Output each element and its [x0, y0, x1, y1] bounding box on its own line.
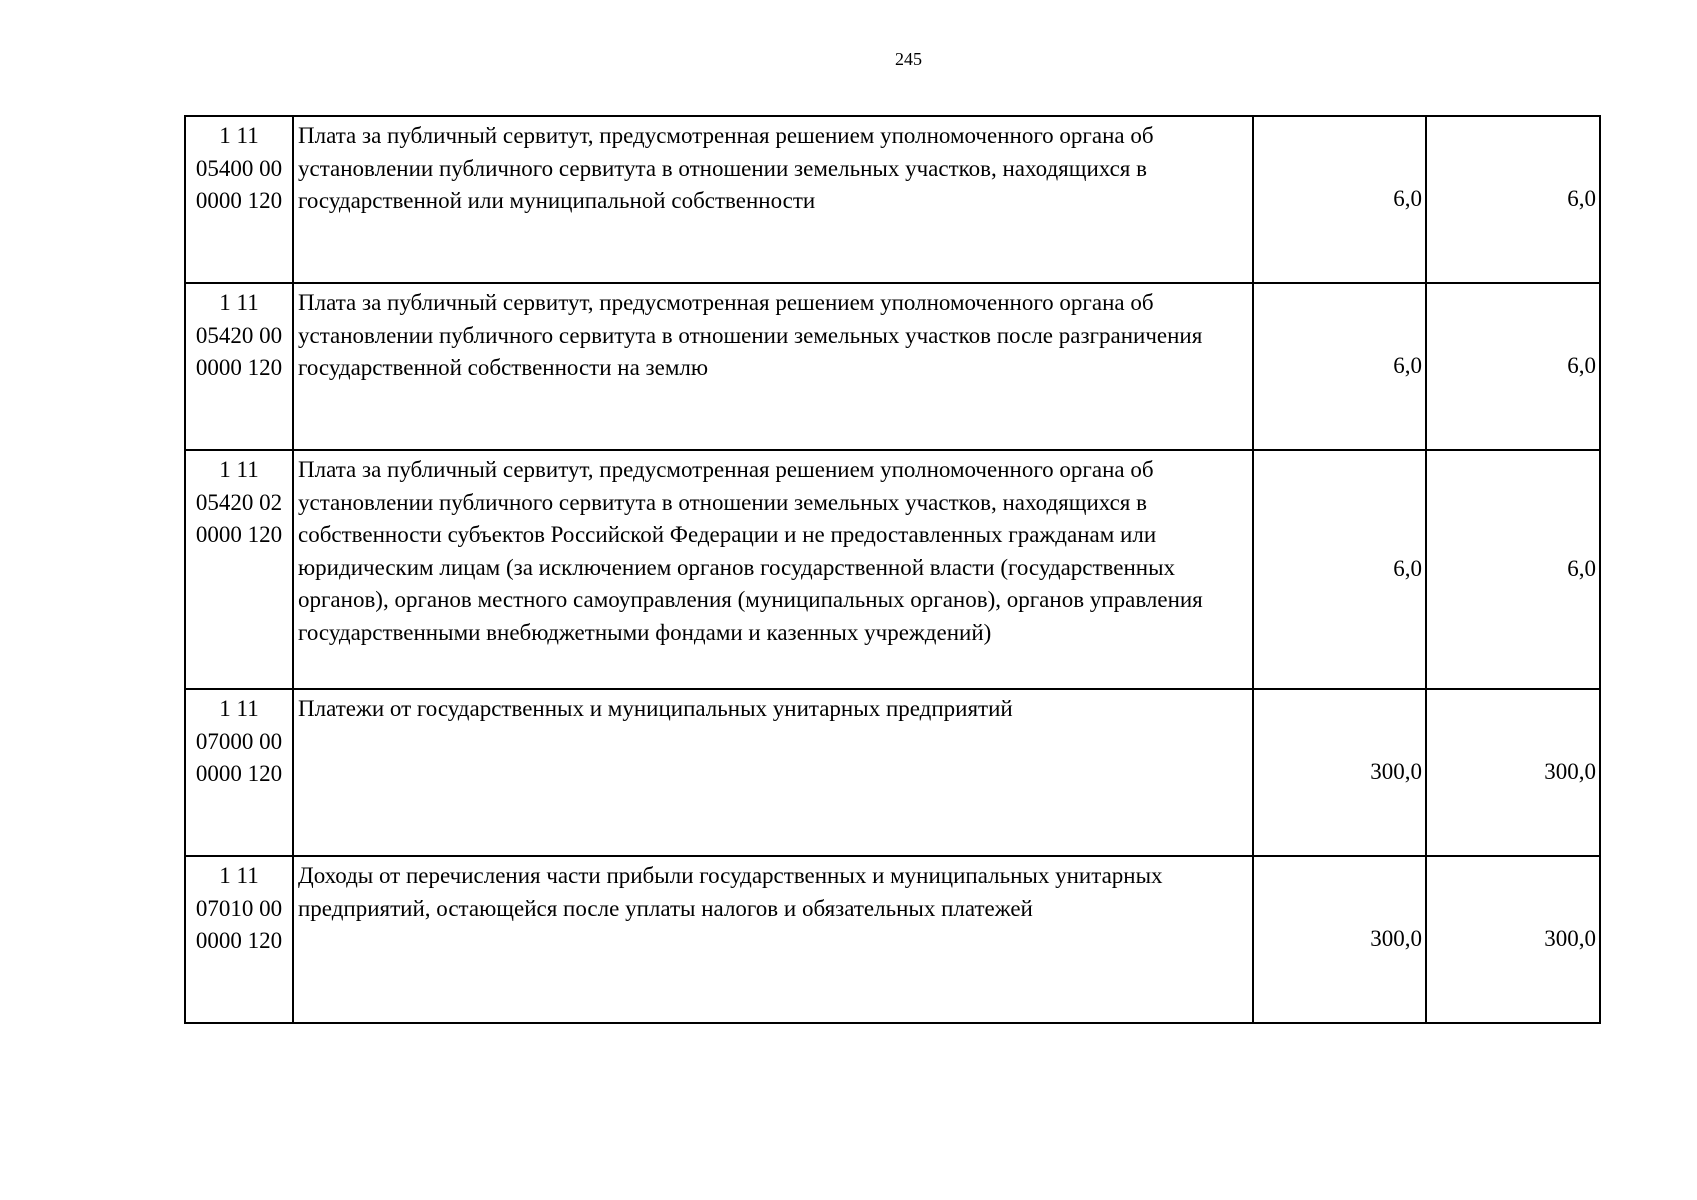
budget-code-line: 0000 120	[195, 522, 283, 547]
amount-cell-2: 300,0	[1426, 689, 1600, 856]
revenue-name-cell: Платежи от государственных и муниципальных унитарных предприятий	[293, 689, 1253, 856]
table-row	[185, 283, 1600, 450]
budget-code-cell	[185, 856, 293, 1023]
budget-code-cell	[185, 450, 293, 689]
budget-code-line: 1 11	[219, 457, 259, 482]
table-row	[185, 689, 1600, 856]
budget-code-line: 0000 120	[195, 188, 283, 213]
budget-code-line: 1 11	[219, 696, 259, 721]
budget-code-line: 05400 00	[195, 155, 283, 181]
amount-cell-1: 300,0	[1253, 856, 1426, 1023]
budget-code-cell	[185, 689, 293, 856]
budget-code-line: 1 11	[219, 290, 259, 315]
budget-code-line: 05420 00	[195, 322, 283, 348]
amount-cell-2: 6,0	[1426, 283, 1600, 450]
amount-cell-1: 6,0	[1253, 450, 1426, 689]
budget-code-cell	[185, 283, 293, 450]
revenue-name-cell: Плата за публичный сервитут, предусмотренная решением уполномоченного органа об установлении публичного сервитута в отношении земельных участков, находящихся в собственности субъектов Российской Федерации и не предоставленных гражданам или юридическим лицам (за исключением органов государственной власти (государственных органов), органов местного самоуправления (муниципальных органов), органов управления государственными внебюджетными фондами и казенных учреждений)	[293, 450, 1253, 689]
revenue-name-cell: Доходы от перечисления части прибыли государственных и муниципальных унитарных предприятий, остающейся после уплаты налогов и обязательных платежей	[293, 856, 1253, 1023]
revenue-name-cell: Плата за публичный сервитут, предусмотренная решением уполномоченного органа об установлении публичного сервитута в отношении земельных участков, находящихся в государственной или муниципальной собственности	[293, 116, 1253, 283]
budget-code-line: 07010 00	[195, 895, 283, 921]
budget-code-line: 1 11	[219, 123, 259, 148]
budget-code-line: 0000 120	[195, 761, 283, 786]
amount-cell-1: 6,0	[1253, 283, 1426, 450]
amount-cell-2: 6,0	[1426, 450, 1600, 689]
budget-code-line: 0000 120	[195, 355, 283, 380]
page-number: 245	[895, 49, 922, 69]
budget-code-line: 1 11	[219, 863, 259, 888]
table-row	[185, 116, 1600, 283]
amount-cell-2: 6,0	[1426, 116, 1600, 283]
budget-code-cell	[185, 116, 293, 283]
table-row	[185, 856, 1600, 1023]
table-row	[185, 450, 1600, 689]
budget-code-line: 0000 120	[195, 928, 283, 953]
revenue-name-cell: Плата за публичный сервитут, предусмотренная решением уполномоченного органа об установлении публичного сервитута в отношении земельных участков после разграничения государственной собственности на землю	[293, 283, 1253, 450]
budget-code-line: 07000 00	[195, 728, 283, 754]
amount-cell-2: 300,0	[1426, 856, 1600, 1023]
amount-cell-1: 6,0	[1253, 116, 1426, 283]
budget-table	[184, 115, 1601, 1024]
amount-cell-1: 300,0	[1253, 689, 1426, 856]
budget-code-line: 05420 02	[195, 489, 283, 515]
